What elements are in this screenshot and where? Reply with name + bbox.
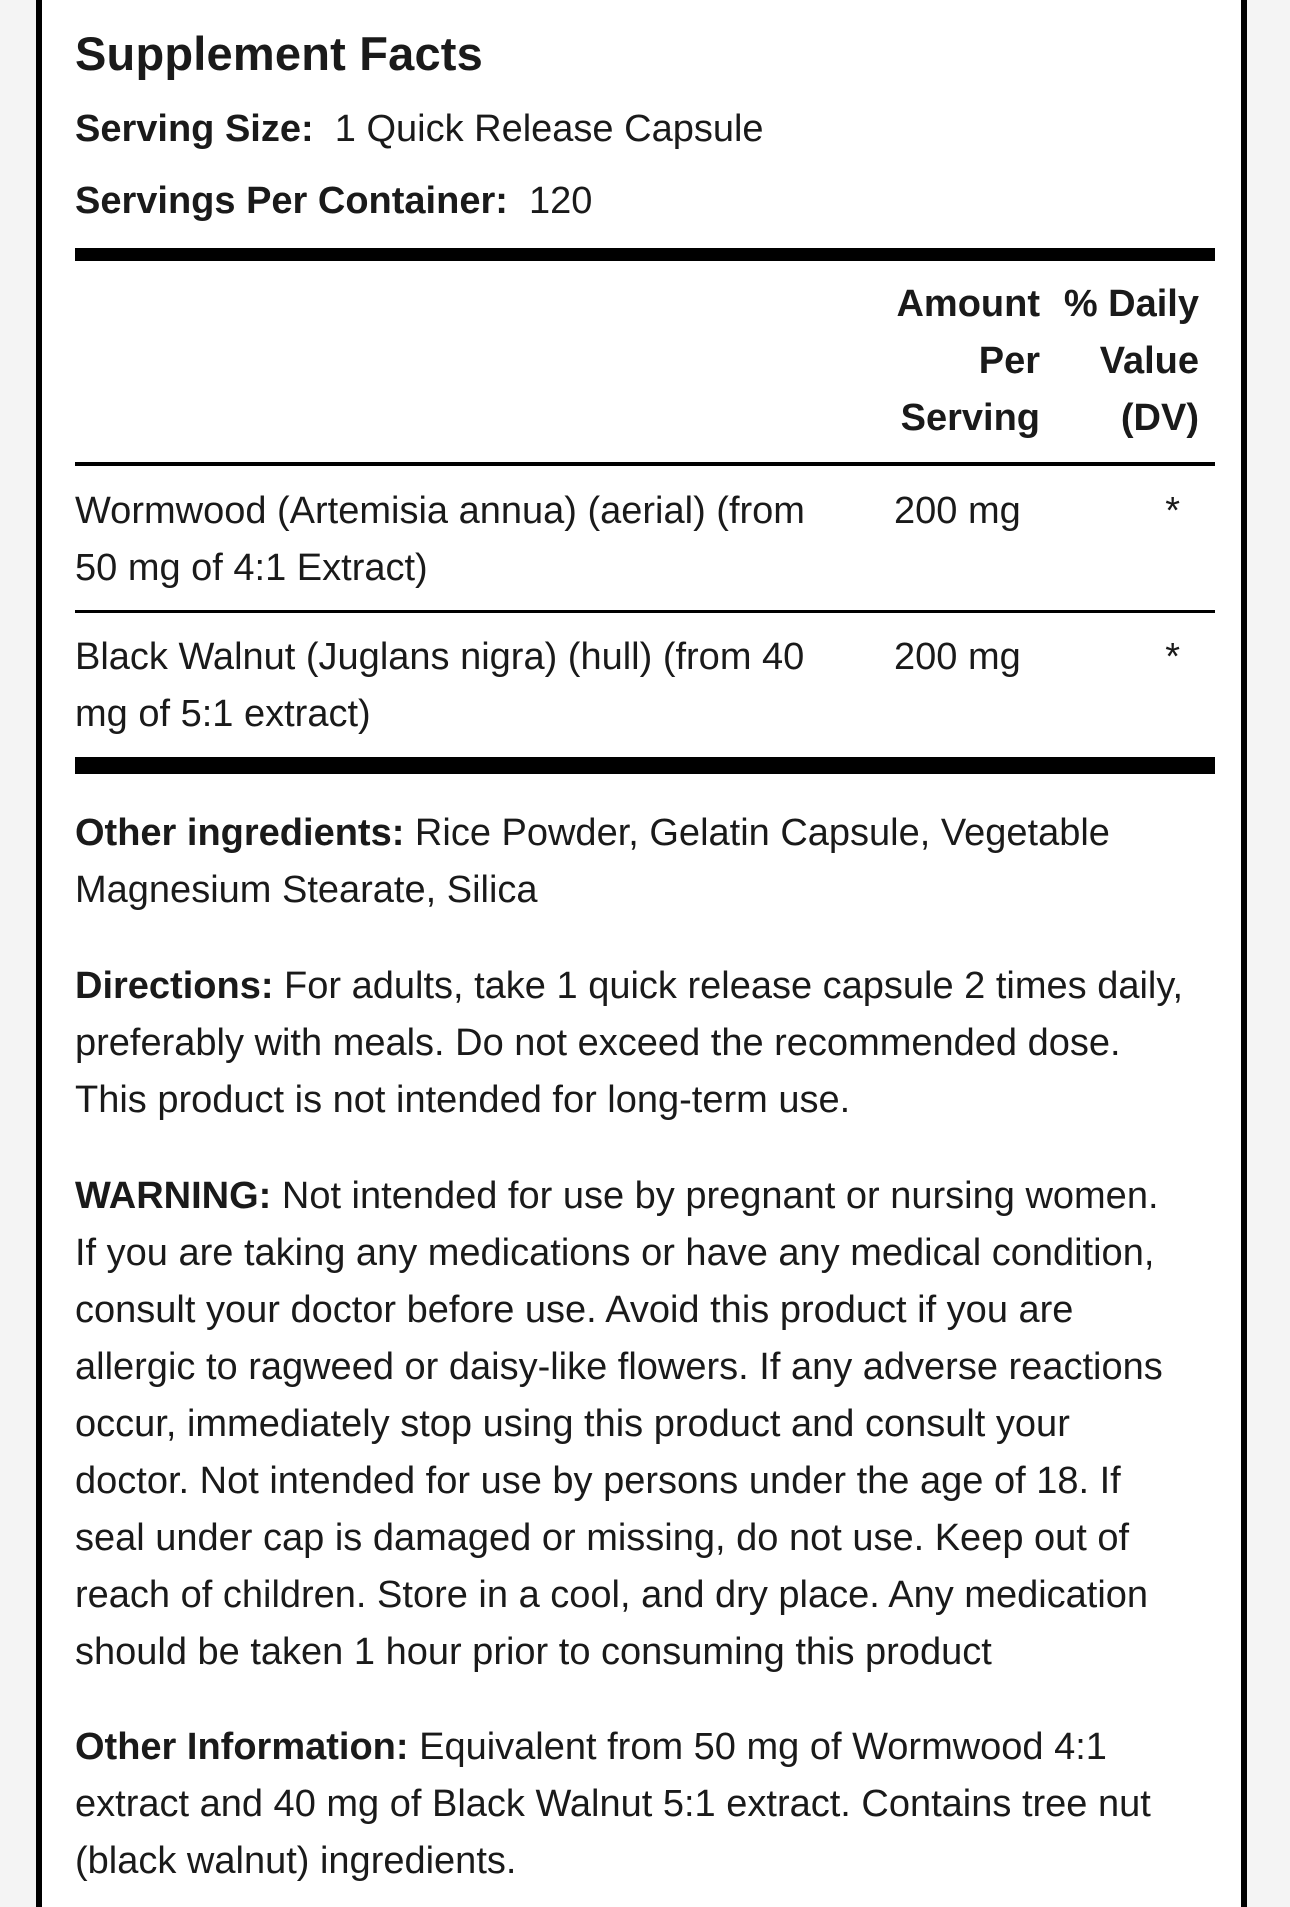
thick-divider-top	[75, 248, 1215, 261]
directions-label: Directions:	[75, 965, 274, 1007]
servings-per-container-value: 120	[529, 180, 593, 222]
daily-value-header	[1064, 276, 1199, 447]
panel-title: Supplement Facts	[75, 27, 484, 80]
ingredient-dv: *	[1165, 490, 1180, 532]
text-line: preferably with meals. Do not exceed the recommended dose.	[75, 1022, 1121, 1064]
ingredient-amount: 200 mg	[894, 636, 1021, 678]
warning	[75, 1168, 1215, 1681]
directions	[75, 958, 1215, 1129]
header-line: % Daily	[1063, 283, 1199, 325]
other-ingredients-label: Other ingredients:	[75, 812, 405, 854]
header-line: Per	[978, 340, 1040, 382]
serving-size-value: 1 Quick Release Capsule	[334, 108, 764, 150]
text-line: For adults, take 1 quick release capsule 2 times daily,	[273, 965, 1184, 1007]
text-line: (black walnut) ingredients.	[75, 1840, 517, 1882]
warning-label: WARNING:	[75, 1175, 272, 1217]
other-information-label: Other Information:	[75, 1726, 409, 1768]
text-line: Magnesium Stearate, Silica	[75, 869, 538, 911]
text-line: reach of children. Store in a cool, and dry place. Any medication	[75, 1574, 1149, 1616]
other-information	[75, 1719, 1215, 1890]
ingredient-name	[75, 629, 865, 743]
text-line: should be taken 1 hour prior to consuming this product	[75, 1631, 992, 1673]
other-ingredients	[75, 805, 1215, 919]
ingredient-dv: *	[1165, 636, 1180, 678]
header-line: Amount	[896, 283, 1040, 325]
text-line: allergic to ragweed or daisy-like flowers. If any adverse reactions	[75, 1346, 1163, 1388]
ingredient-name-line: Wormwood (Artemisia annua) (aerial) (from	[75, 490, 805, 532]
text-line: occur, immediately stop using this product and consult your	[75, 1403, 1070, 1445]
header-line: (DV)	[1120, 397, 1199, 439]
thick-divider-bottom	[75, 757, 1215, 774]
text-line: extract and 40 mg of Black Walnut 5:1 extract. Contains tree nut	[75, 1783, 1151, 1825]
row-divider	[75, 610, 1215, 613]
ingredient-name	[75, 483, 865, 597]
supplement-facts-panel	[36, 0, 1247, 1907]
text-line: Rice Powder, Gelatin Capsule, Vegetable	[404, 812, 1110, 854]
servings-per-container	[75, 180, 592, 223]
header-line: Serving	[900, 397, 1040, 439]
text-line: Not intended for use by pregnant or nursing women.	[271, 1175, 1159, 1217]
text-line: doctor. Not intended for use by persons under the age of 18. If	[75, 1460, 1121, 1502]
ingredient-name-line: 50 mg of 4:1 Extract)	[75, 547, 428, 589]
text-line: This product is not intended for long-term use.	[75, 1079, 851, 1121]
serving-size	[75, 108, 764, 151]
ingredient-name-line: mg of 5:1 extract)	[75, 693, 371, 735]
text-line: If you are taking any medications or have any medical condition,	[75, 1232, 1155, 1274]
text-line: Equivalent from 50 mg of Wormwood 4:1	[408, 1726, 1107, 1768]
serving-size-label: Serving Size:	[75, 108, 314, 150]
servings-per-container-label: Servings Per Container:	[75, 180, 508, 222]
header-line: Value	[1099, 340, 1199, 382]
ingredient-name-line: Black Walnut (Juglans nigra) (hull) (from 40	[75, 636, 805, 678]
text-line: seal under cap is damaged or missing, do not use. Keep out of	[75, 1517, 1130, 1559]
text-line: consult your doctor before use. Avoid this product if you are	[75, 1289, 1074, 1331]
ingredient-amount: 200 mg	[894, 490, 1021, 532]
header-divider	[75, 462, 1215, 466]
amount-per-serving-header	[896, 276, 1040, 447]
